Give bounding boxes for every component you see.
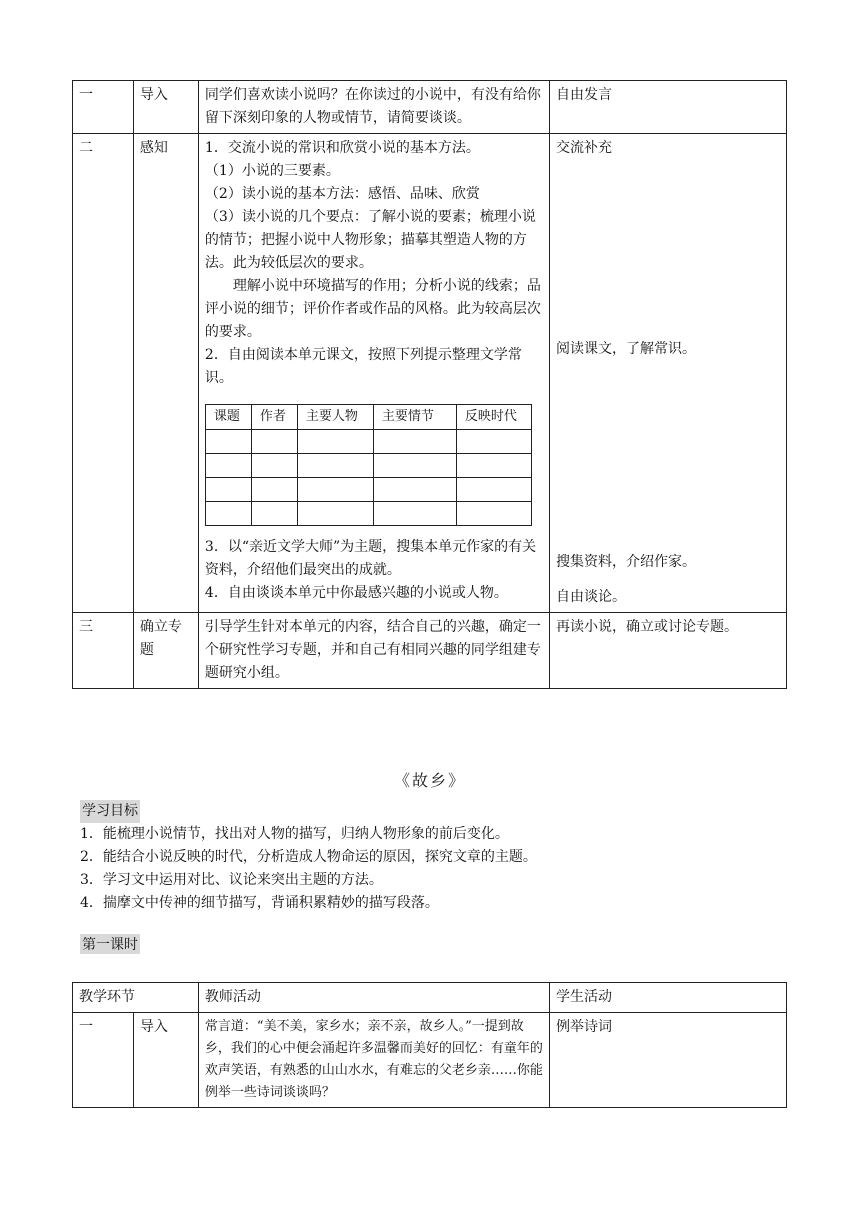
step-number: 一 [73,1013,134,1108]
header-cell: 教学环节 [73,983,199,1013]
step-number: 二 [73,134,134,613]
step-number: 三 [73,613,134,689]
header-cell: 主要情节 [373,405,456,430]
step-stage: 导入 [133,1013,198,1108]
objective-item: 1．能梳理小说情节，找出对人物的描写，归纳人物形象的前后变化。 [80,826,509,842]
text-line: （2）读小说的基本方法：感悟、品味、欣赏 [204,186,480,202]
text-line: 1．交流小说的常识和欣赏小说的基本方法。 [204,140,480,156]
table-header-row [73,983,787,1013]
text-line: （1）小说的三要素。 [204,163,340,179]
objectives-section [80,800,537,915]
page-title: 《故乡》 [393,771,466,790]
objective-item: 3．学习文中运用对比、议论来突出主题的方法。 [80,872,383,888]
table-row [205,430,531,454]
table-row [205,478,531,502]
section-heading: 学习目标 [80,800,140,823]
header-cell: 教师活动 [198,983,549,1013]
header-cell: 课题 [205,405,251,430]
lesson-one-table [72,982,787,1108]
step-number: 一 [73,81,134,134]
teacher-activity: 常言道：“美不美，家乡水；亲不亲，故乡人。”一提到故乡，我们的心中便会涌起许多温馨而美好的回忆：有童年的欢声笑语，有熟悉的山山水水，有难忘的父老乡亲……你能例举一些诗词谈谈吗？ [198,1013,549,1108]
table-header-row [205,405,531,430]
text-line: （3）读小说的几个要点：了解小说的要素；梳理小说的情节；把握小说中人物形象；描摹其塑造人物的方法。此为较低层次的要求。 [204,209,536,271]
text-line: 4．自由谈谈本单元中你最感兴趣的小说或人物。 [204,585,508,601]
objective-item: 4．揣摩文中传神的细节描写，背诵积累精妙的描写段落。 [80,895,439,911]
teacher-activity: 引导学生针对本单元的内容，结合自己的兴趣，确定一个研究性学习专题，并和自己有相同兴趣的同学组建专题研究小组。 [198,613,549,689]
step-stage: 确立专题 [133,613,198,689]
teacher-activity [198,134,549,613]
text-line: 3．以“亲近文学大师”为主题，搜集本单元作家的有关资料，介绍他们最突出的成就。 [204,539,537,578]
objective-item: 2．能结合小说反映的时代，分析造成人物命运的原因，探究文章的主题。 [80,849,537,865]
step-stage: 感知 [133,134,198,613]
student-activity: 再读小说，确立或讨论专题。 [550,613,787,689]
text-line: 交流补充 [556,140,613,156]
text-line: 2．自由阅读本单元课文，按照下列提示整理文学常识。 [204,347,522,386]
text-line: 阅读课文，了解常识。 [556,341,697,357]
header-cell: 主要人物 [297,405,373,430]
header-cell: 反映时代 [456,405,531,430]
table-row [73,134,787,613]
table-row [205,454,531,478]
header-cell: 作者 [251,405,297,430]
literature-summary-table [205,404,532,526]
student-activity: 例举诗词 [550,1013,787,1108]
step-stage: 导入 [133,81,198,134]
teacher-activity: 同学们喜欢读小说吗？在你读过的小说中，有没有给你留下深刻印象的人物或情节，请简要谈谈。 [198,81,549,134]
table-row [73,613,787,689]
table-row [73,1013,787,1108]
header-cell: 学生活动 [550,983,787,1013]
table-row [205,502,531,526]
student-activity: 自由发言 [550,81,787,134]
lesson-heading: 第一课时 [80,934,140,954]
text-line: 理解小说中环境描写的作用；分析小说的线索；品评小说的细节；评价作者或作品的风格。此为较高层次的要求。 [204,278,541,340]
text-line: 自由谈论。 [556,589,627,605]
table-row [73,81,787,134]
text-line: 搜集资料，介绍作家。 [556,554,697,570]
student-activity [550,134,787,613]
lesson-plan-table [72,80,787,689]
